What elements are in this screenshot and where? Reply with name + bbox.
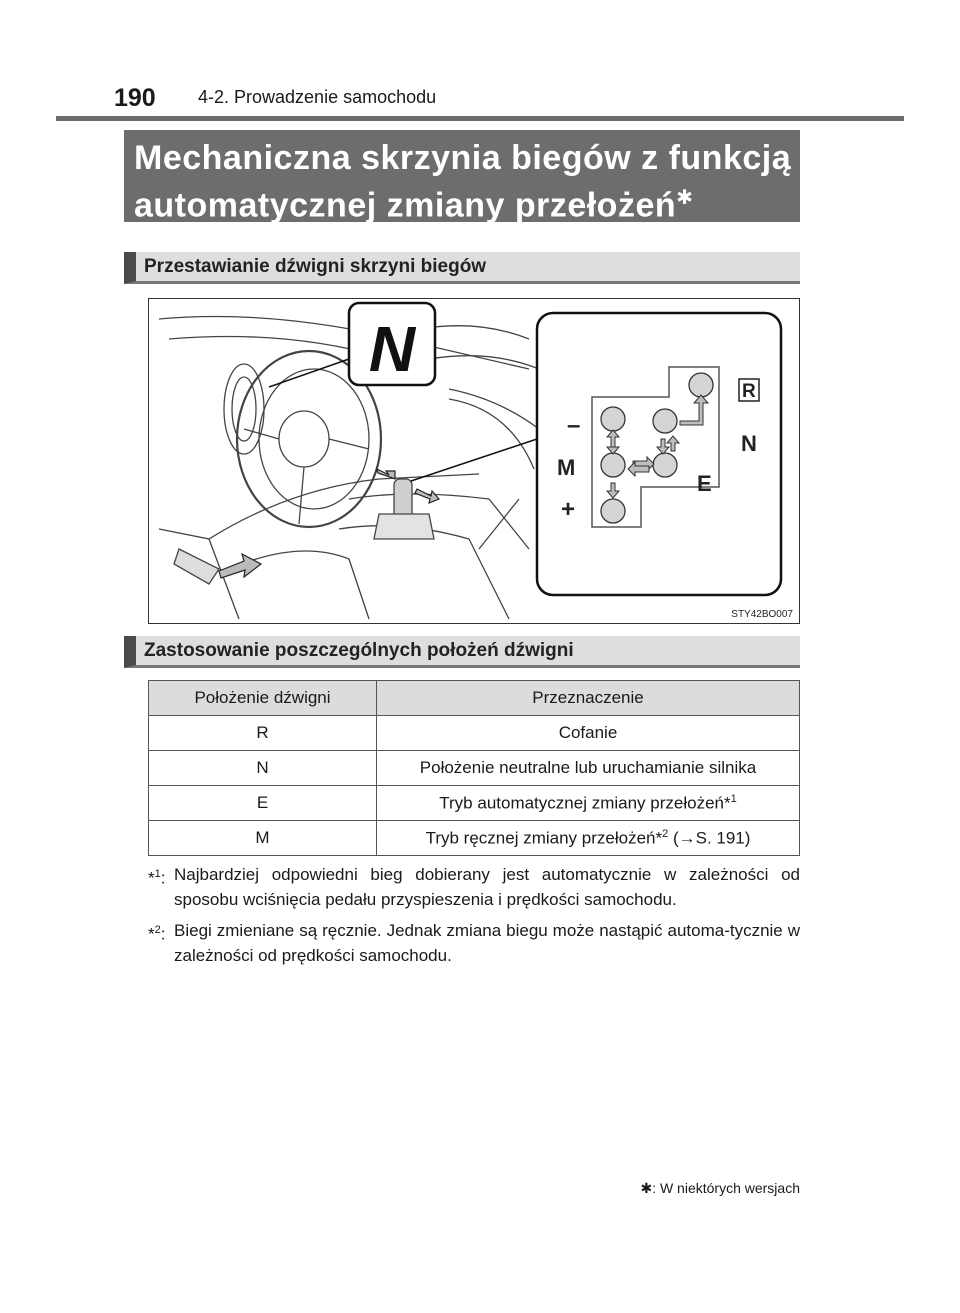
title-line-1: Mechaniczna skrzynia biegów z funkcją: [134, 139, 792, 177]
subheading-shifting-label: Przestawianie dźwigni skrzyni biegów: [144, 256, 487, 277]
table-header-position: Położenie dźwigni: [149, 681, 377, 716]
title-box: [124, 130, 800, 225]
subheading-shifting: [124, 252, 800, 284]
table-cell-purpose: [377, 751, 800, 786]
page-title: [134, 138, 791, 225]
purpose-text: Cofanie: [558, 723, 618, 742]
note-2-text: Biegi zmieniane są ręcznie. Jednak zmiana biegu może nastąpić automa-tycznie w zależności od prędkości samochodu.: [174, 921, 800, 965]
header-rule: [56, 116, 904, 121]
gate-label-n: N: [741, 431, 757, 456]
footnote: ✱: W niektórych wersjach: [640, 1180, 800, 1196]
purpose-text: Położenie neutralne lub uruchamianie silnika: [419, 758, 757, 777]
table-row: [149, 821, 800, 856]
figure-code: STY42BO007: [731, 609, 793, 620]
gate-label-m: M: [557, 455, 576, 480]
table-row: [149, 786, 800, 821]
purpose-text: Tryb automatycznej zmiany przełożeń*: [439, 793, 731, 813]
note-2: [148, 918, 800, 968]
note-1-star: *: [148, 868, 155, 888]
table-row: [149, 751, 800, 786]
note-2-number: 2: [154, 924, 161, 936]
title-marker: ✱: [676, 187, 694, 209]
note-1-number: 1: [154, 868, 161, 880]
title-line-2: automatycznej zmiany przełożeń: [134, 186, 677, 225]
purpose-text: Tryb ręcznej zmiany przełożeń*: [425, 828, 663, 848]
note-2-star: *: [148, 924, 155, 944]
note-1-text: Najbardziej odpowiedni bieg dobierany jest automatycznie w zależności od sposobu wciśnięcia pedału przyspieszenia i prędkości samochodu.: [174, 865, 800, 909]
table-cell-position: E: [149, 786, 377, 821]
gear-lever-figure: [148, 298, 800, 624]
gear-positions-table: [148, 680, 800, 856]
footnote-ref: 1: [730, 792, 737, 805]
table-row: [149, 716, 800, 751]
table-cell-purpose: [377, 716, 800, 751]
section-label: 4-2. Prowadzenie samochodu: [198, 87, 437, 107]
gate-label-plus: +: [561, 496, 576, 523]
table-header-purpose: Przeznaczenie: [377, 681, 800, 716]
table-cell-position: M: [149, 821, 377, 856]
page-reference-link[interactable]: (→S. 191): [668, 828, 751, 848]
gear-lever-illustration: [149, 299, 799, 623]
gate-label-e: E: [697, 471, 712, 496]
footnote-ref: 2: [662, 827, 669, 840]
page-number: 190: [114, 84, 156, 112]
gate-label-minus: –: [567, 412, 581, 439]
note-2-marker: *$^2$:: [148, 924, 166, 944]
subheading-usage-label: Zastosowanie poszczególnych położeń dźwigni: [144, 640, 574, 661]
table-cell-purpose: [377, 821, 800, 856]
note-1: [148, 862, 800, 912]
table-header-row: [149, 681, 800, 716]
gate-label-r: R: [742, 381, 756, 402]
table-cell-purpose: [377, 786, 800, 821]
table-cell-position: N: [149, 751, 377, 786]
note-1-marker: *$^1$:: [148, 868, 166, 888]
table-cell-position: R: [149, 716, 377, 751]
subheading-usage: [124, 636, 800, 668]
display-gear-letter: N: [368, 313, 416, 385]
